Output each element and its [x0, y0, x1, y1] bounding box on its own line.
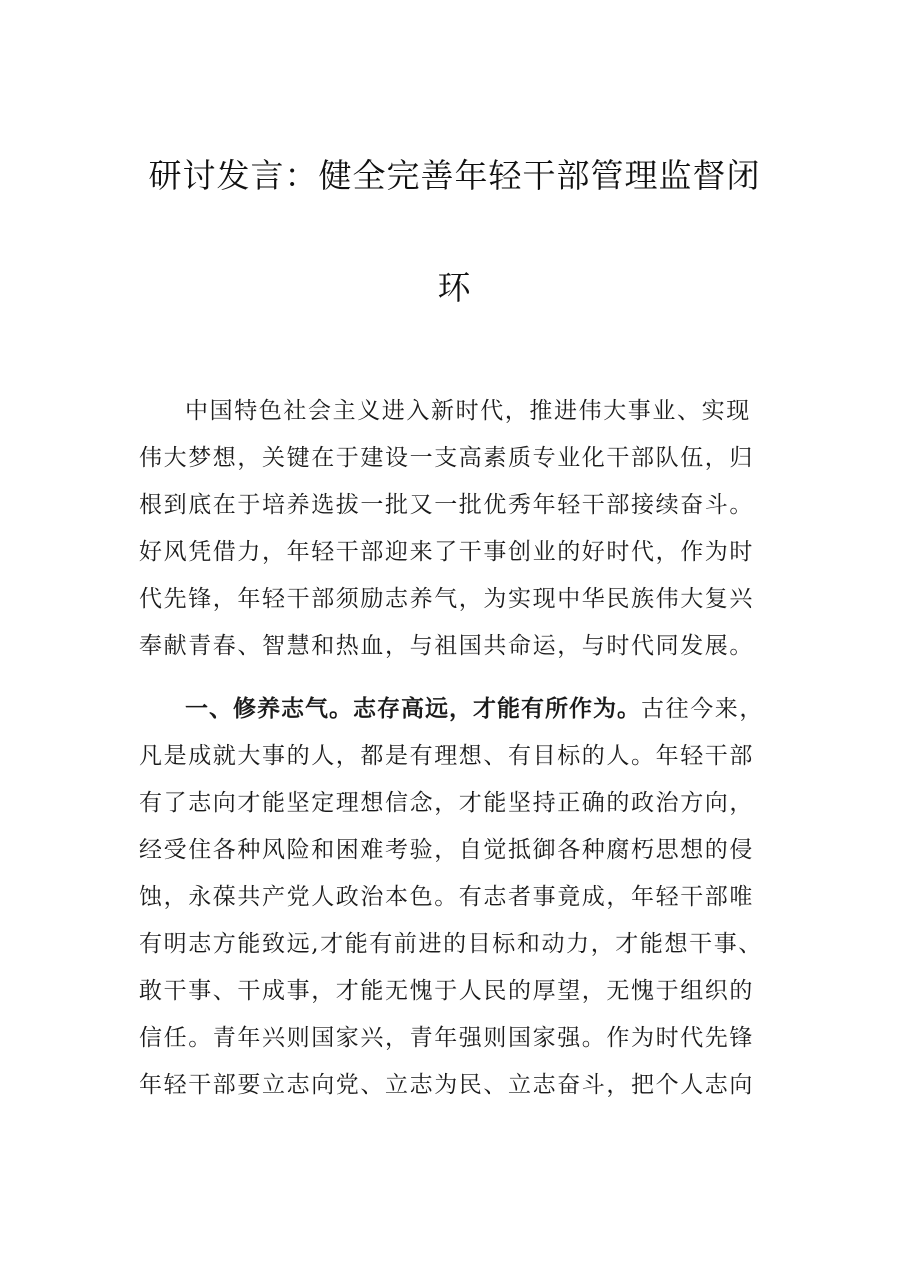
paragraph-1-line: 奉献青春、智慧和热血，与祖国共命运，与时代同发展。	[139, 633, 754, 659]
paragraph-2-line: 有了志向才能坚定理想信念，才能坚持正确的政治方向，	[139, 790, 754, 816]
paragraph-2-first-line	[185, 694, 764, 724]
paragraph-2-line: 敢干事、干成事，才能无愧于人民的厚望，无愧于组织的	[139, 978, 754, 1004]
paragraph-2-line: 有明志方能致远,才能有前进的目标和动力，才能想干事、	[139, 931, 763, 957]
document-title-line-1: 研讨发言：健全完善年轻干部管理监督闭	[148, 156, 761, 195]
paragraph-2-first-line-rest: 古往今来，	[641, 696, 764, 722]
paragraph-2-line: 凡是成就大事的人，都是有理想、有目标的人。年轻干部	[139, 743, 754, 769]
section-heading: 一、修养志气。志存高远，才能有所作为。	[185, 696, 641, 722]
paragraph-2-line: 蚀，永葆共产党人政治本色。有志者事竟成，年轻干部唯	[139, 884, 754, 910]
paragraph-2-line: 年轻干部要立志向党、立志为民、立志奋斗，把个人志向	[139, 1072, 754, 1098]
paragraph-1-line: 代先锋，年轻干部须励志养气，为实现中华民族伟大复兴	[139, 586, 754, 612]
paragraph-1-line: 伟大梦想，关键在于建设一支高素质专业化干部队伍，归	[139, 445, 754, 471]
paragraph-1-line: 根到底在于培养选拔一批又一批优秀年轻干部接续奋斗。	[139, 492, 754, 518]
paragraph-2-line: 经受住各种风险和困难考验，自觉抵御各种腐朽思想的侵	[139, 837, 754, 863]
paragraph-2-line: 信任。青年兴则国家兴，青年强则国家强。作为时代先锋	[139, 1025, 754, 1051]
paragraph-1-line: 中国特色社会主义进入新时代，推进伟大事业、实现	[185, 398, 751, 424]
paragraph-1-line: 好风凭借力，年轻干部迎来了干事创业的好时代，作为时	[139, 539, 754, 565]
document-title-line-2: 环	[437, 268, 472, 307]
